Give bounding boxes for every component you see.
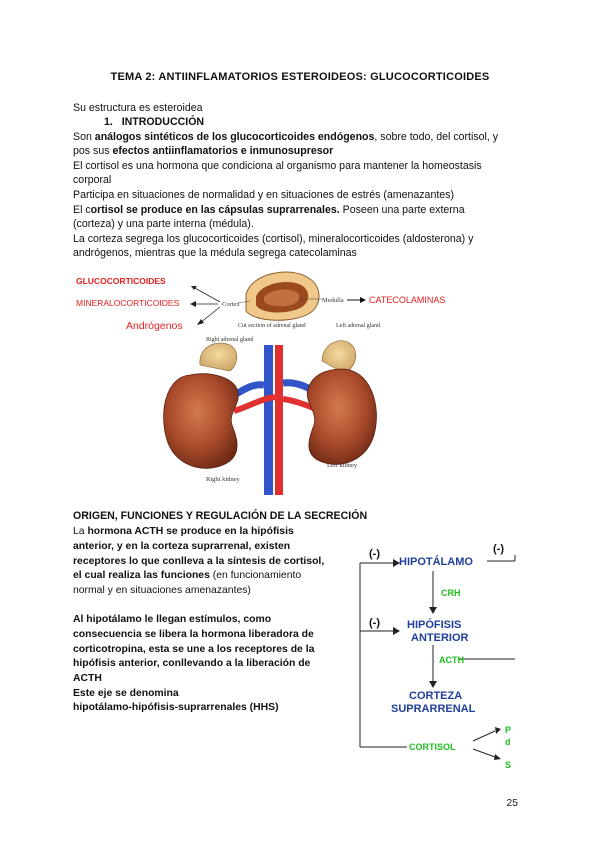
- label-catecolaminas: CATECOLAMINAS: [369, 295, 446, 305]
- cut-label-p: P: [505, 725, 512, 735]
- block1-line4: el cual realiza las funciones (en funcionamiento: [73, 570, 302, 581]
- node-cortisol: CORTISOL: [409, 742, 456, 752]
- label-left-kidney: Left kidney: [327, 462, 358, 469]
- paragraph-2-line-1: El cortisol es una hormona que condiciona al organismo para mantener la homeostasis: [73, 160, 482, 172]
- label-acth: ACTH: [439, 655, 464, 665]
- label-mineralocorticoides: MINERALOCORTICOIDES: [76, 298, 180, 308]
- cut-label-s: S: [505, 760, 512, 770]
- right-adrenal-gland: [200, 343, 237, 371]
- cortex-arrows: [193, 287, 220, 323]
- label-medulla: Medulla: [322, 297, 344, 304]
- block2-line2: consecuencia se libera la hormona liberadora de: [73, 629, 314, 640]
- block1-line2: anterior, y en la corteza suprarrenal, existen: [73, 541, 291, 552]
- block2-line7: hipotálamo-hipófisis-suprarrenales (HHS): [73, 702, 279, 713]
- block1-line3: receptores lo que conlleva a la síntesis de cortisol,: [73, 556, 325, 567]
- paragraph-4-line-2: (corteza) y una parte interna (médula).: [73, 218, 254, 230]
- paragraph-5-line-1: La corteza segrega los glucocorticoides (cortisol), mineralocorticoides (aldosterona) y: [73, 233, 474, 245]
- negative-feedback-2: (-): [493, 543, 504, 555]
- adrenal-cut-section-illustration: [246, 272, 319, 320]
- section-heading-origen: ORIGEN, FUNCIONES Y REGULACIÓN DE LA SECRECIÓN: [73, 510, 368, 522]
- block1-line1: La hormona ACTH se produce en la hipófisis: [73, 526, 294, 537]
- block2-line1: Al hipotálamo le llegan estímulos, como: [73, 614, 272, 625]
- intro-line: Su estructura es esteroidea: [73, 102, 203, 114]
- label-cut-section: Cut section of adrenal gland: [238, 323, 306, 329]
- negative-feedback-1: (-): [369, 548, 380, 560]
- label-glucocorticoides: GLUCOCORTICOIDES: [76, 276, 166, 286]
- node-hipofisis-l1: HIPÓFISIS: [407, 619, 462, 631]
- section-heading-introduccion: [104, 115, 574, 130]
- label-right-kidney: Right kidney: [206, 476, 240, 483]
- block1-line5: normal y en situaciones amenazantes): [73, 585, 251, 596]
- page-number: 25: [506, 797, 518, 809]
- left-adrenal-gland: [322, 341, 356, 373]
- paragraph-1-line-1: Son análogos sintéticos de los glucocorticoides endógenos, sobre todo, del cortisol, y: [73, 131, 499, 143]
- block2-line6: Este eje se denomina: [73, 688, 179, 699]
- label-crh: CRH: [441, 588, 461, 598]
- adrenal-gland-figure: [60, 265, 480, 495]
- block2-line5: ACTH: [73, 673, 102, 684]
- label-androgenos: Andrógenos: [126, 320, 183, 332]
- right-kidney: [164, 374, 239, 469]
- node-corteza-l2: SUPRARRENAL: [391, 703, 476, 715]
- node-hipofisis-l2: ANTERIOR: [411, 632, 469, 644]
- left-kidney: [307, 369, 376, 464]
- label-cortex: Cortex: [222, 301, 240, 308]
- node-corteza-l1: CORTEZA: [409, 690, 463, 702]
- node-hipotalamo: HIPOTÁLAMO: [399, 556, 473, 568]
- section-title: INTRODUCCIÓN: [121, 116, 205, 128]
- paragraph-5-line-2: andrógenos, mientras que la médula segrega catecolaminas: [73, 247, 357, 259]
- paragraph-3: Participa en situaciones de normalidad y en situaciones de estrés (amenazantes): [73, 189, 454, 201]
- page-title: TEMA 2: ANTIINFLAMATORIOS ESTEROIDEOS: GLUCOCORTICOIDES: [110, 71, 490, 83]
- blood-vessels: [230, 345, 322, 495]
- block2-line4: hipófisis anterior, conllevando a la liberación de: [73, 658, 311, 669]
- hhs-axis-diagram: [355, 535, 600, 775]
- paragraph-1-line-2: pos sus efectos antiinflamatorios e inmunosupresor: [73, 145, 334, 157]
- negative-feedback-3: (-): [369, 617, 380, 629]
- feedback-lines: [360, 555, 515, 757]
- paragraph-2-line-2: corporal: [73, 174, 112, 186]
- label-left-adrenal: Left adrenal gland: [336, 323, 380, 329]
- cut-label-d: d: [505, 737, 511, 747]
- label-right-adrenal: Right adrenal gland: [206, 337, 254, 343]
- paragraph-4-line-1: El cortisol se produce en las cápsulas suprarrenales. Poseen una parte externa: [73, 204, 465, 216]
- section-number: 1.: [104, 116, 113, 128]
- block2-line3: corticotropina, esta se une a los receptores de la: [73, 644, 315, 655]
